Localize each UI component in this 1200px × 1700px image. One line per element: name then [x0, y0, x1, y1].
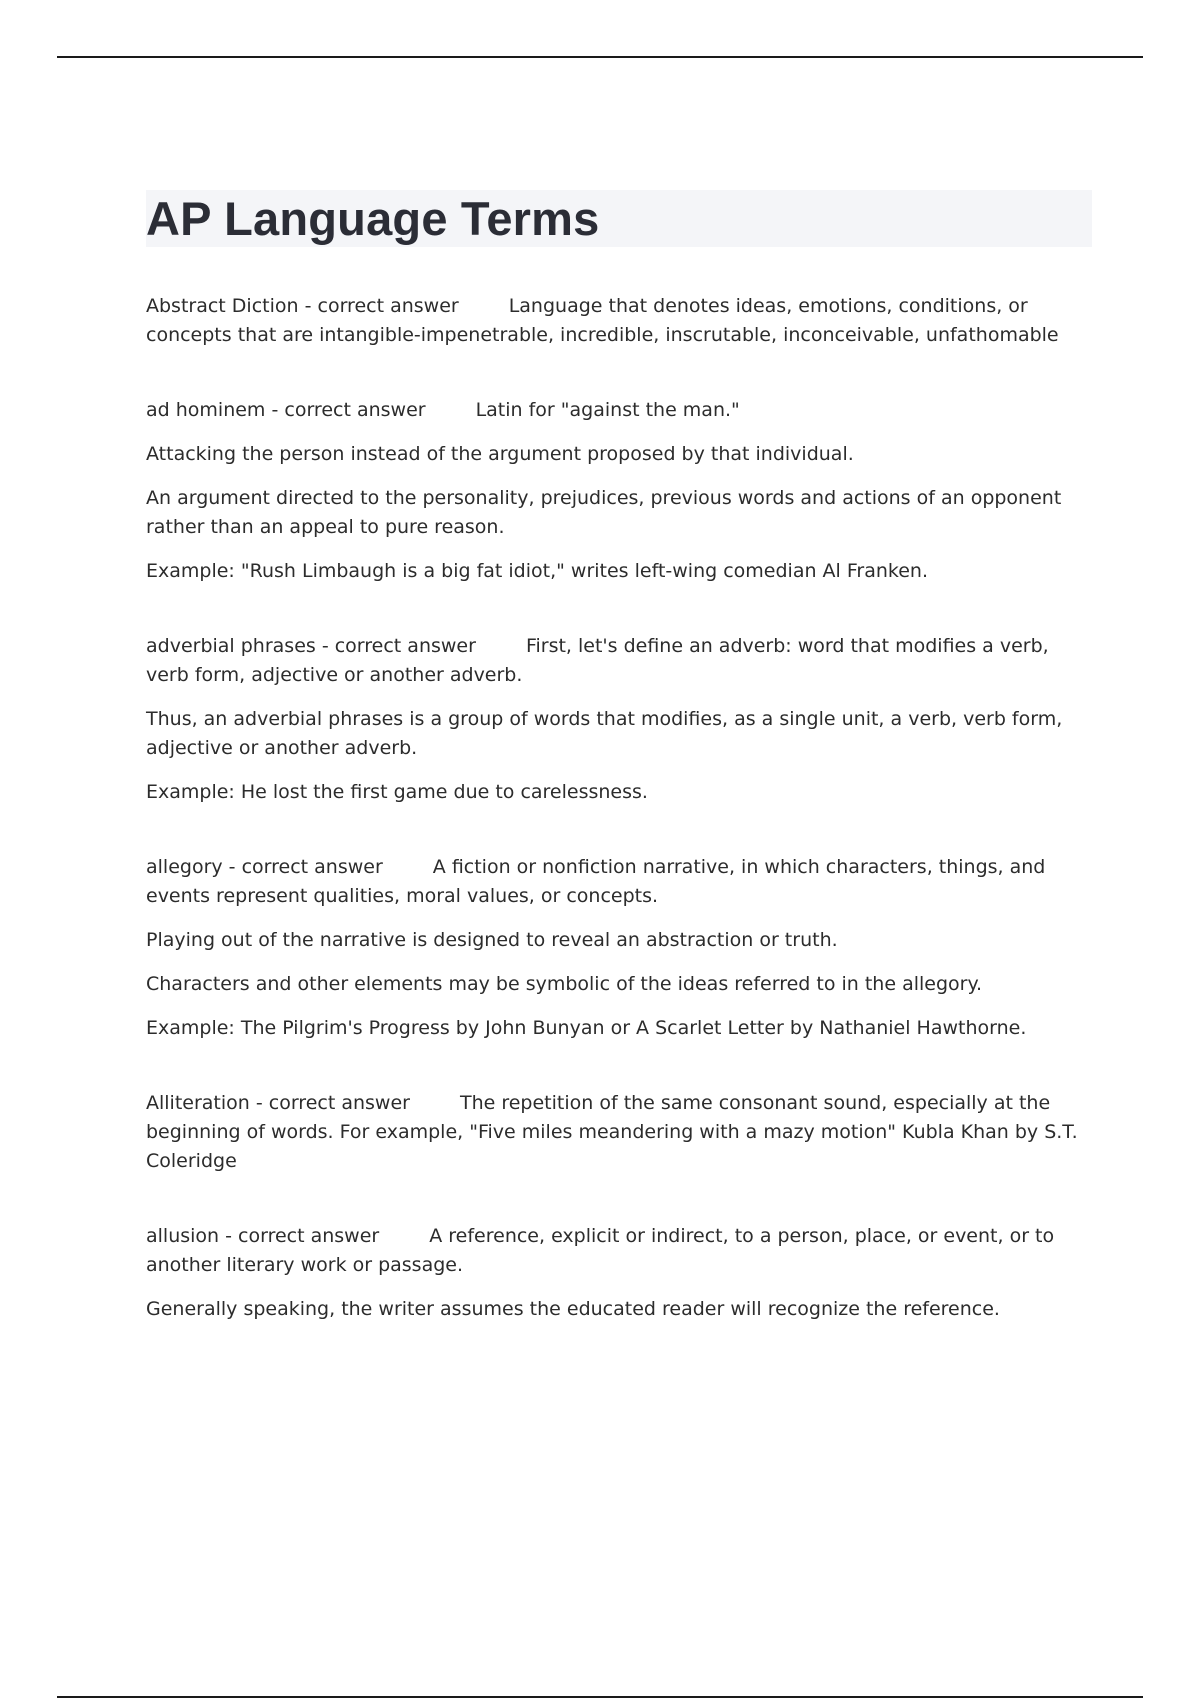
term-label: Abstract Diction: [146, 295, 299, 317]
term-label: adverbial phrases: [146, 635, 316, 657]
term-label: allegory: [146, 856, 223, 878]
definition-text: Latin for "against the man.": [475, 399, 740, 421]
definition-text: The repetition of the same consonant sound, especially at the beginning of words. For example, "Five miles meandering with a mazy motion" Kubla Khan by S.T. Coleridge: [146, 1092, 1078, 1172]
title-band: [146, 190, 1092, 247]
term-label: ad hominem: [146, 399, 266, 421]
document-body: [146, 190, 1092, 1370]
correct-answer-label: - correct answer: [315, 635, 476, 657]
definition-paragraph: Attacking the person instead of the argument proposed by that individual.: [146, 443, 854, 465]
definition-paragraph: An argument directed to the personality, prejudices, previous words and actions of an opponent rather than an appeal to pure reason.: [146, 487, 1062, 538]
definition-paragraph: Generally speaking, the writer assumes the educated reader will recognize the reference.: [146, 1298, 1000, 1320]
term-entry: [146, 292, 1092, 350]
correct-answer-label: - correct answer: [249, 1092, 410, 1114]
definition-text: First, let's define an adverb: word that modifies a verb, verb form, adjective or another adverb.: [146, 635, 1049, 686]
definition-paragraph: Example: The Pilgrim's Progress by John Bunyan or A Scarlet Letter by Nathaniel Hawthorne.: [146, 1017, 1027, 1039]
correct-answer-label: - correct answer: [219, 1225, 380, 1247]
term-entry: [146, 632, 1092, 807]
definition-paragraph: Example: "Rush Limbaugh is a big fat idiot," writes left-wing comedian Al Franken.: [146, 560, 928, 582]
correct-answer-label: - correct answer: [222, 856, 383, 878]
definition-paragraph: Playing out of the narrative is designed to reveal an abstraction or truth.: [146, 929, 838, 951]
term-definition: [146, 632, 1092, 690]
term-definition: [146, 292, 1092, 350]
term-definition: [146, 1222, 1092, 1280]
header-rule: [57, 56, 1143, 58]
term-entry: [146, 1089, 1092, 1176]
definition-paragraph: Thus, an adverbial phrases is a group of words that modifies, as a single unit, a verb, verb form, adjective or another adverb.: [146, 708, 1063, 759]
term-definition: [146, 1089, 1092, 1176]
definition-text: Language that denotes ideas, emotions, conditions, or concepts that are intangible-impenetrable, incredible, inscrutable, inconceivable, unfathomable: [146, 295, 1059, 346]
definition-text: A fiction or nonfiction narrative, in which characters, things, and events represent qualities, moral values, or concepts.: [146, 856, 1046, 907]
term-entry: [146, 396, 1092, 586]
term-label: allusion: [146, 1225, 220, 1247]
correct-answer-label: - correct answer: [298, 295, 459, 317]
definition-text: A reference, explicit or indirect, to a person, place, or event, or to another literary work or passage.: [146, 1225, 1055, 1276]
term-entry: [146, 853, 1092, 1043]
term-definition: [146, 853, 1092, 911]
definition-paragraph: Characters and other elements may be symbolic of the ideas referred to in the allegory.: [146, 973, 983, 995]
definition-paragraph: Example: He lost the first game due to carelessness.: [146, 781, 648, 803]
correct-answer-label: - correct answer: [265, 399, 426, 421]
term-list: [146, 292, 1092, 1324]
term-definition: [146, 396, 1092, 425]
page-title: AP Language Terms: [146, 192, 600, 245]
footer-rule: [57, 1696, 1143, 1698]
term-label: Alliteration: [146, 1092, 250, 1114]
term-entry: [146, 1222, 1092, 1324]
